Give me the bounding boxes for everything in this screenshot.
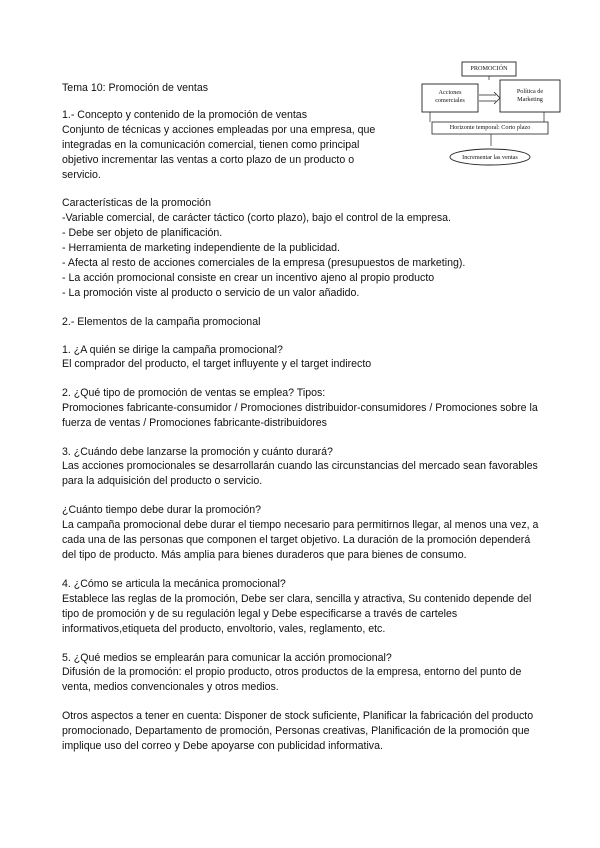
- question-4: 4. ¿Cómo se articula la mecánica promocional?: [62, 578, 286, 590]
- diagram-left-label-1: Acciones: [438, 89, 462, 96]
- question-3b: ¿Cuánto tiempo debe durar la promoción?: [62, 504, 262, 516]
- question-1: 1. ¿A quién se dirige la campaña promocional?: [62, 344, 283, 356]
- characteristics-item: - Debe ser objeto de planificación.: [62, 227, 223, 239]
- answer-2-line: fuerza de ventas / Promociones fabricante-distribuidores: [62, 417, 327, 429]
- answer-3b-line: cada una de las personas que componen el target objetivo. La duración de la promoción dependerá: [62, 534, 531, 546]
- section-1-line: integradas en la comunicación comercial, tienen como principal: [62, 139, 360, 151]
- answer-2-line: Promociones fabricante-consumidor / Promociones distribuidor-consumidores / Promociones sobre la: [62, 402, 538, 414]
- diagram-left-label-2: comerciales: [435, 97, 465, 104]
- characteristics-item: - Afecta al resto de acciones comerciales de la empresa (presupuestos de marketing).: [62, 257, 466, 269]
- characteristics-item: - La acción promocional consiste en crear un incentivo ajeno al propio producto: [62, 272, 435, 284]
- question-5: 5. ¿Qué medios se emplearán para comunicar la acción promocional?: [62, 652, 392, 664]
- question-3: 3. ¿Cuándo debe lanzarse la promoción y cuánto durará?: [62, 446, 333, 458]
- characteristics-heading: Características de la promoción: [62, 197, 211, 209]
- section-1-line: servicio.: [62, 169, 101, 181]
- answer-4-line: tipo de promoción y de su regulación legal y Debe especificarse a través de carteles: [62, 608, 458, 620]
- characteristics-item: -Variable comercial, de carácter táctico (corto plazo), bajo el control de la empresa.: [62, 212, 452, 224]
- diagram-horizon-label: Horizonte temporal: Corto plazo: [449, 124, 531, 131]
- section-1-line: Conjunto de técnicas y acciones empleadas por una empresa, que: [62, 124, 376, 136]
- answer-4-line: informativos,etiqueta del producto, envoltorio, vales, reglamento, etc.: [62, 623, 386, 635]
- answer-3b-line: del tipo de producto. Más amplia para bienes duraderos que para bienes de consumo.: [62, 549, 467, 561]
- other-aspects-line: promocionado, Departamento de promoción, Personas creativas, Planificación de la promoción que: [62, 725, 530, 737]
- answer-5-line: Difusión de la promoción: el propio producto, otros productos de la empresa, entorno del punto de: [62, 666, 522, 678]
- characteristics-item: - La promoción viste al producto o servicio de un valor añadido.: [62, 287, 360, 299]
- other-aspects-line: Otros aspectos a tener en cuenta: Disponer de stock suficiente, Planificar la fabricación del producto: [62, 710, 534, 722]
- other-aspects-line: implique uso del correo y Debe apoyarse con publicidad informativa.: [62, 740, 383, 752]
- question-2: 2. ¿Qué tipo de promoción de ventas se emplea? Tipos:: [62, 387, 326, 399]
- answer-4-line: Establece las reglas de la promoción, Debe ser clara, sencilla y atractiva, Su contenido depende del: [62, 593, 532, 605]
- diagram-right-label-1: Política de: [516, 88, 544, 95]
- section-1-heading: 1.- Concepto y contenido de la promoción de ventas: [62, 109, 307, 121]
- document-title: Tema 10: Promoción de ventas: [62, 82, 209, 94]
- diagram-top-label: PROMOCIÓN: [470, 65, 508, 72]
- section-2-heading: 2.- Elementos de la campaña promocional: [62, 316, 261, 328]
- answer-5-line: venta, medios convencionales y otros medios.: [62, 681, 279, 693]
- characteristics-item: - Herramienta de marketing independiente de la publicidad.: [62, 242, 340, 254]
- diagram-right-label-2: Marketing: [517, 96, 543, 103]
- answer-3-line: Las acciones promocionales se desarrollarán cuando las circunstancias del mercado sean favorables: [62, 460, 538, 472]
- diagram-goal-label: Incrementar las ventas: [462, 154, 518, 161]
- section-1-line: objetivo incrementar las ventas a corto plazo de un producto o: [62, 154, 355, 166]
- answer-3-line: para la adquisición del producto o servicio.: [62, 475, 263, 487]
- promotion-diagram: [416, 58, 566, 170]
- answer-3b-line: La campaña promocional debe durar el tiempo necesario para permitirnos llegar, al menos una vez, a: [62, 519, 539, 531]
- answer-1-line: El comprador del producto, el target influyente y el target indirecto: [62, 358, 372, 370]
